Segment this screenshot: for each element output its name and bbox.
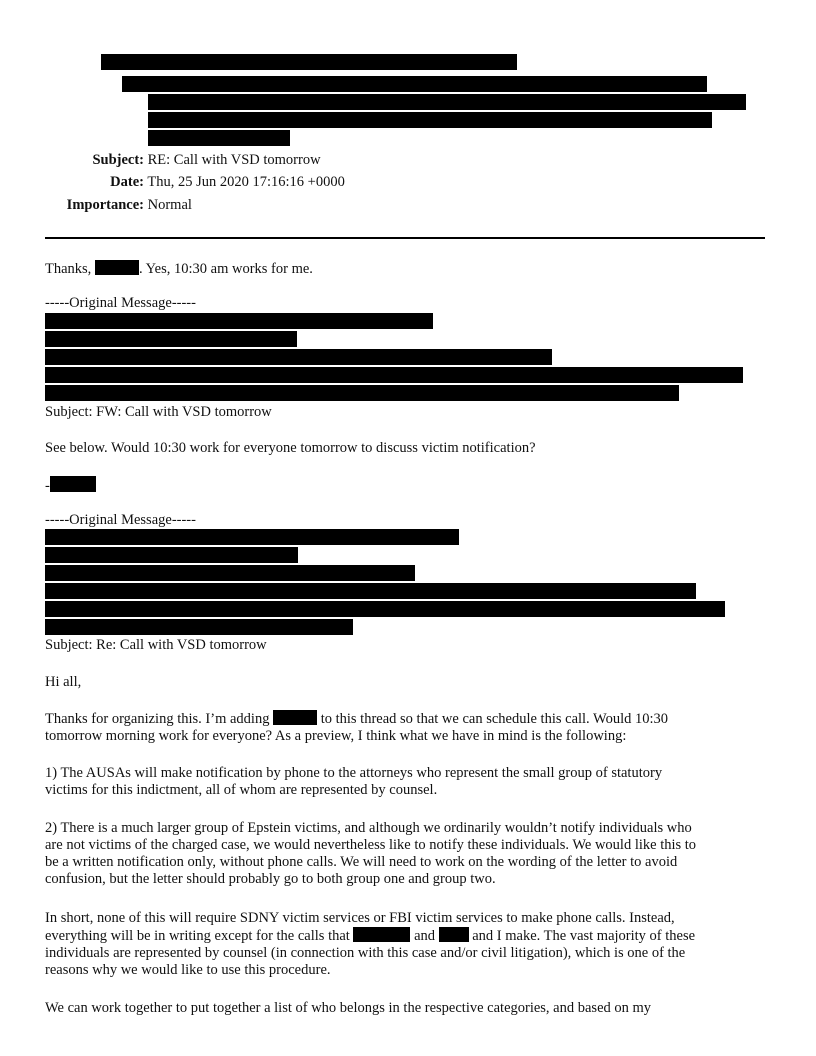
redacted-name <box>353 927 410 942</box>
fwd1-signature <box>45 476 96 495</box>
fwd1-subject: Subject: FW: Call with VSD tomorrow <box>45 404 272 420</box>
paragraph-1 <box>45 710 775 745</box>
redacted-fwd2-to <box>45 565 415 581</box>
redacted-fwd2-sent <box>45 547 298 563</box>
p1-text-b: to this thread so that we can schedule this call. Would 10:30 <box>320 711 669 727</box>
p1-line2: tomorrow morning work for everyone? As a preview, I think what we have in mind is the following: <box>45 728 627 744</box>
p5-line1: We can work together to put together a list of who belongs in the respective categories, and based on my <box>45 1000 652 1016</box>
subject-value: RE: Call with VSD tomorrow <box>147 152 321 168</box>
subject-row <box>0 152 321 169</box>
importance-label: Importance: <box>66 197 144 213</box>
signature-dash: - <box>45 478 50 494</box>
redacted-signature <box>50 476 96 492</box>
paragraph-5 <box>45 1000 775 1017</box>
p4-line2 <box>45 927 775 945</box>
p3-line3: be a written notification only, without phone calls. We will need to work on the wording of the letter to avoid <box>45 854 678 870</box>
redacted-cc-line1 <box>148 94 746 110</box>
redacted-fwd1-from <box>45 313 433 329</box>
fwd2-greeting: Hi all, <box>45 674 82 690</box>
p1-line1 <box>45 710 775 728</box>
redacted-cc-line3 <box>148 130 290 146</box>
p3-line4: confusion, but the letter should probably go to both group one and group two. <box>45 871 496 887</box>
p4-line3: individuals are represented by counsel (in connection with this case and/or civil litigation), which is one of the <box>45 945 686 961</box>
p4-text-b1: everything will be in writing except for the calls that <box>45 928 350 944</box>
p4-line4: reasons why we would like to use this procedure. <box>45 962 331 978</box>
redacted-from <box>101 54 517 70</box>
reply-confirm: . Yes, 10:30 am works for me. <box>138 261 313 277</box>
importance-value: Normal <box>147 197 192 213</box>
redacted-fwd1-cc1 <box>45 367 743 383</box>
p2-line1: 1) The AUSAs will make notification by phone to the attorneys who represent the small group of statutory <box>45 765 663 781</box>
redacted-name <box>439 927 469 942</box>
subject-label: Subject: <box>92 152 144 168</box>
original-message-1: -----Original Message----- <box>45 295 196 311</box>
date-label: Date: <box>110 174 144 190</box>
p3-line2: are not victims of the charged case, we would nevertheless like to notify these individuals. We would like this to <box>45 837 697 853</box>
p4-text-b3: and I make. The vast majority of these <box>472 928 696 944</box>
redacted-fwd2-cc1 <box>45 583 696 599</box>
paragraph-4 <box>45 910 775 979</box>
redacted-name <box>273 710 317 725</box>
p4-text-b2: and <box>414 928 435 944</box>
original-message-2: -----Original Message----- <box>45 512 196 528</box>
redacted-fwd2-from <box>45 529 459 545</box>
redacted-fwd2-cc2 <box>45 601 725 617</box>
reply-thanks: Thanks, <box>45 261 92 277</box>
fwd2-subject: Subject: Re: Call with VSD tomorrow <box>45 637 267 653</box>
p3-line1: 2) There is a much larger group of Epstein victims, and although we ordinarily wouldn’t notify individuals who <box>45 820 692 836</box>
redacted-fwd1-sent <box>45 331 297 347</box>
paragraph-3 <box>45 820 775 888</box>
redacted-fwd1-cc2 <box>45 385 679 401</box>
p2-line2: victims for this indictment, all of whom are represented by counsel. <box>45 782 438 798</box>
paragraph-2 <box>45 765 775 799</box>
reply-line <box>45 260 313 278</box>
redacted-cc-line2 <box>148 112 712 128</box>
redacted-to <box>122 76 707 92</box>
header-divider <box>45 237 765 239</box>
redacted-fwd1-to <box>45 349 552 365</box>
fwd1-body: See below. Would 10:30 work for everyone tomorrow to discuss victim notification? <box>45 440 536 456</box>
date-row <box>0 174 345 191</box>
redacted-fwd2-cc3 <box>45 619 353 635</box>
importance-row <box>0 197 192 214</box>
redacted-name <box>95 260 139 275</box>
p1-text-a: Thanks for organizing this. I’m adding <box>45 711 270 727</box>
date-value: Thu, 25 Jun 2020 17:16:16 +0000 <box>147 174 345 190</box>
p4-line1: In short, none of this will require SDNY victim services or FBI victim services to make phone calls. Instead, <box>45 910 675 926</box>
